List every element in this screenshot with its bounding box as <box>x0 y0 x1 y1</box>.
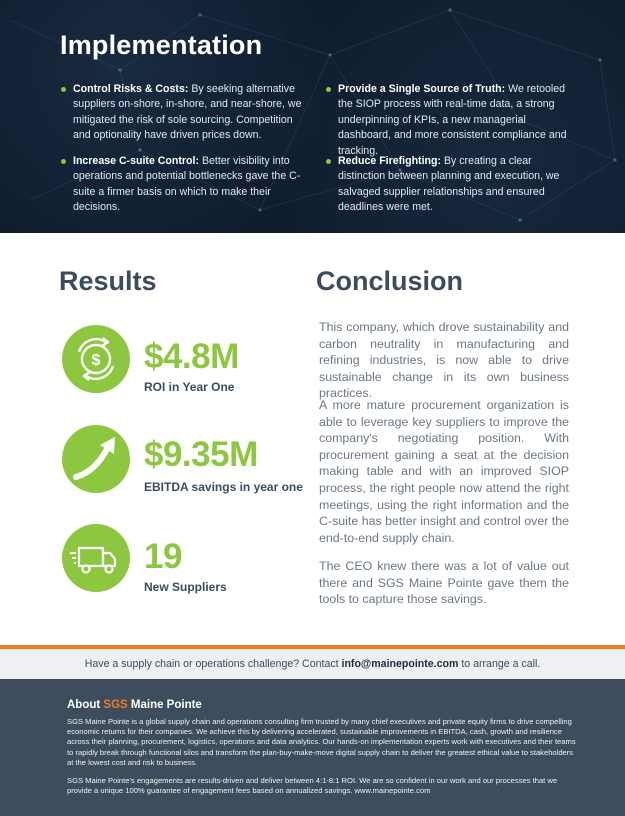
bullet-text: By seeking alternative suppliers on-shore, in-shore, and near-shore, we mitigated the risk of sole sourcing. Competition and optionality have driven prices down. <box>73 83 302 142</box>
bullet-dot <box>61 87 66 92</box>
conclusion-paragraph: The CEO knew there was a lot of value out there and SGS Maine Pointe gave them the tools to capture those savings. <box>319 559 569 607</box>
bullet-text: By creating a clear distinction between planning and execution, we salvaged supplier relationships and ensured deadlines were met. <box>338 155 560 214</box>
implementation-bullet-control-risks <box>73 82 305 144</box>
implementation-bullet-csuite-control <box>73 154 309 216</box>
result-label-ebitda: EBITDA savings in year one <box>144 480 303 494</box>
about-title-brand: SGS <box>103 699 128 711</box>
implementation-bullet-single-source <box>338 82 568 159</box>
contact-email-link[interactable]: info@mainepointe.com <box>341 658 459 670</box>
implementation-section <box>0 0 625 233</box>
delivery-truck-icon <box>62 524 130 592</box>
result-value-ebitda: $9.35M <box>144 435 258 474</box>
bullet-text: Better visibility into operations and potential bottlenecks gave the C-suite a firmer basis on which to make their decisions. <box>73 155 301 214</box>
conclusion-title: Conclusion <box>316 266 463 296</box>
bullet-heading: Provide a Single Source of Truth: <box>338 83 506 95</box>
about-paragraph: SGS Maine Pointe is a global supply chain and operations consulting firm trusted by many chief executives and private equity firms to drive compelling economic returns for their companies. We achieve this by delivering accelerated, sustainable improvements in EBITDA, cash, growth and resilience across their planning, procurement, logistics, operations and data analytics. Our hands-on implementation experts work with executives and their teams to rapidly break through functional silos and transform the plan-buy-make-move digital supply chain to deliver the greatest ethical value to stakeholders at the lowest cost and risk to business. <box>67 717 576 767</box>
dollar-cycle-icon <box>62 325 130 393</box>
about-footer <box>0 679 625 816</box>
result-label-suppliers: New Suppliers <box>144 580 227 594</box>
about-title-prefix: About <box>67 699 104 711</box>
bullet-heading: Control Risks & Costs: <box>73 83 189 95</box>
contact-banner <box>0 649 625 679</box>
bullet-heading: Increase C-suite Control: <box>73 155 199 167</box>
conclusion-paragraph: A more mature procurement organization is able to leverage key suppliers to improve the company's negotiating position. With procurement gaining a seat at the decision making table and with an improved SIOP process, the right people now attend the right meetings, using the right information and the C-suite has better insight and control over the end-to-end supply chain. <box>319 398 570 545</box>
result-label-roi: ROI in Year One <box>144 380 235 394</box>
implementation-bullet-reduce-firefighting <box>338 154 574 216</box>
about-paragraph: SGS Maine Pointe's engagements are results-driven and deliver between 4:1-8:1 ROI. We are so confident in our work and our processes that we provide a unique 100% guarantee of engagement fees based on annualized savings. www.mainepointe.com <box>67 776 558 796</box>
result-value-suppliers: 19 <box>144 537 182 576</box>
bullet-dot <box>326 159 331 164</box>
svg-text:$: $ <box>91 352 101 369</box>
results-title: Results <box>59 266 157 296</box>
growth-arrow-icon <box>62 425 130 493</box>
bullet-dot <box>326 87 331 92</box>
conclusion-paragraph: This company, which drove sustainability and carbon neutrality in manufacturing and refining industries, is now able to drive sustainable change in its own business practices. <box>319 320 569 401</box>
contact-text-before: Have a supply chain or operations challenge? Contact <box>84 658 342 670</box>
about-title <box>67 699 202 711</box>
about-title-suffix: Maine Pointe <box>127 699 202 711</box>
bullet-dot <box>61 159 66 164</box>
result-value-roi: $4.8M <box>144 337 239 376</box>
bullet-text: We retooled the SIOP process with real-time data, a strong underpinning of KPIs, a new managerial dashboard, and more consistent compliance and tracking. <box>338 83 567 157</box>
implementation-title: Implementation <box>60 30 263 60</box>
bullet-heading: Reduce Firefighting: <box>338 155 441 167</box>
contact-text-after: to arrange a call. <box>458 658 541 670</box>
